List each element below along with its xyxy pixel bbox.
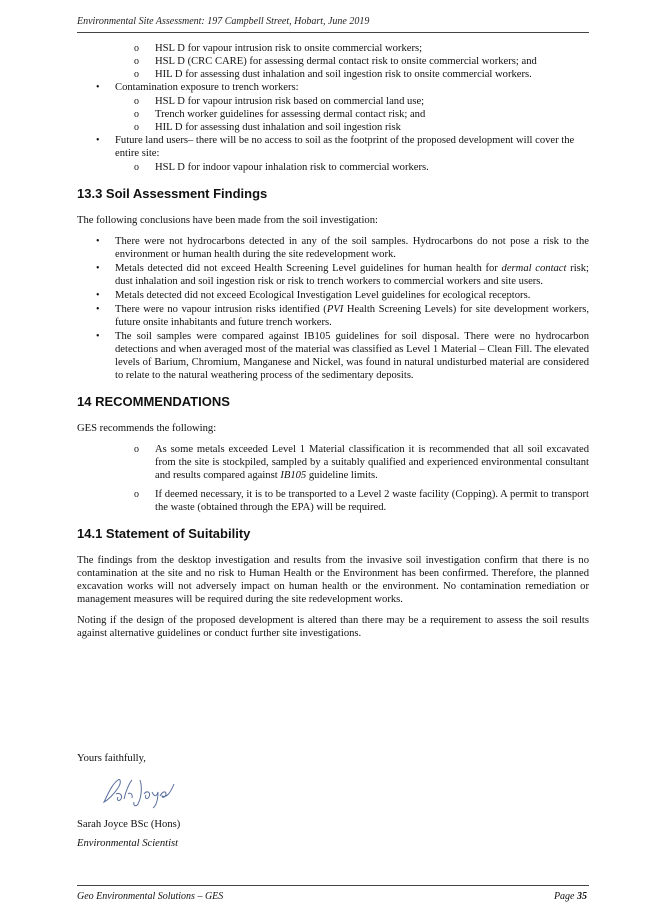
section-lead: The following conclusions have been made from the soil investigation:	[77, 215, 378, 226]
paragraph: The findings from the desktop investigation and results from the invasive soil investigation confirm that there is no contamination at the site and no risk to Human Health or the Environment has been confirmed. Therefore, the planned excavation works will not adversely impact on human health or the environment. No contamination remediation or management measures will be required during the site redevelopment works.	[77, 555, 589, 605]
findings-list	[77, 235, 589, 382]
list-item: o HSL D for vapour intrusion risk based on commercial land use;	[134, 96, 425, 107]
list-item: • Metals detected did not exceed Ecological Investigation Level guidelines for ecological receptors.	[96, 290, 531, 301]
bullet-icon: •	[96, 290, 100, 301]
circle-bullet-icon: o	[134, 122, 139, 133]
circle-bullet-icon: o	[134, 162, 139, 173]
paragraph: Noting if the design of the proposed development is altered than there may be a requirement to assess the soil results against alternative guidelines or conduct further site investigations.	[77, 615, 589, 639]
signatory-role: Environmental Scientist	[77, 838, 179, 849]
intro-sublist-2	[77, 95, 589, 134]
list-item: o If deemed necessary, it is to be transported to a Level 2 waste facility (Copping). A permit to transport the waste (obtained through the EPA) will be required.	[134, 489, 589, 513]
intro-list-3	[77, 134, 589, 160]
intro-list-2	[77, 81, 589, 94]
list-item: o As some metals exceeded Level 1 Material classification it is recommended that all soil excavated from the site is stockpiled, sampled by a suitably qualified and experienced environmental consultant and results compared against IB105 guideline limits.	[134, 444, 589, 481]
intro-sublist-3	[77, 161, 589, 174]
list-item: • Contamination exposure to trench workers:	[96, 82, 299, 93]
closing: Yours faithfully,	[77, 753, 146, 764]
list-item: o HIL D for assessing dust inhalation and soil ingestion risk to onsite commercial workers.	[134, 69, 532, 80]
bullet-icon: •	[96, 304, 100, 315]
signatory	[77, 815, 180, 853]
footer-company: Geo Environmental Solutions – GES	[77, 891, 224, 902]
circle-bullet-icon: o	[134, 43, 139, 54]
section-heading-13-3: 13.3 Soil Assessment Findings	[77, 186, 268, 201]
circle-bullet-icon: o	[134, 96, 139, 107]
section-lead: GES recommends the following:	[77, 423, 217, 434]
page-number: Page 35	[553, 891, 587, 902]
list-item: o Trench worker guidelines for assessing dermal contact risk; and	[134, 109, 426, 120]
list-item: o HSL D for indoor vapour inhalation risk to commercial workers.	[134, 162, 429, 173]
list-item: • There were not hydrocarbons detected in any of the soil samples. Hydrocarbons do not pose a risk to the environment or human health during the site redevelopment work.	[96, 236, 589, 260]
circle-bullet-icon: o	[134, 69, 139, 80]
recommendations-list	[77, 443, 589, 514]
header-rule	[77, 32, 589, 33]
list-item: • There were no vapour intrusion risks identified (PVI Health Screening Levels) for site development workers, future onsite inhabitants and future trench workers.	[96, 304, 589, 328]
list-item: o HSL D for vapour intrusion risk to onsite commercial workers;	[134, 43, 423, 54]
circle-bullet-icon: o	[134, 109, 139, 120]
section-heading-14-1: 14.1 Statement of Suitability	[77, 526, 251, 541]
bullet-icon: •	[96, 82, 100, 93]
list-item: o HSL D (CRC CARE) for assessing dermal contact risk to onsite commercial workers; and	[134, 56, 537, 67]
footer-rule	[77, 885, 589, 886]
bullet-icon: •	[96, 263, 100, 274]
running-header: Environmental Site Assessment: 197 Campbell Street, Hobart, June 2019	[77, 16, 370, 27]
bullet-icon: •	[96, 236, 100, 247]
circle-bullet-icon: o	[134, 489, 139, 500]
list-item: • Metals detected did not exceed Health Screening Level guidelines for human health for dermal contact risk; dust inhalation and soil ingestion risk or risk to trench workers to commercial workers and site users.	[96, 263, 589, 287]
signatory-name: Sarah Joyce BSc (Hons)	[77, 819, 181, 830]
bullet-icon: •	[96, 331, 100, 342]
list-item: • Future land users– there will be no access to soil as the footprint of the proposed development will cover the entire site:	[96, 135, 575, 159]
circle-bullet-icon: o	[134, 56, 139, 67]
intro-sublist-1	[77, 42, 589, 81]
list-item: o HIL D for assessing dust inhalation and soil ingestion risk	[134, 122, 401, 133]
signature-image	[96, 772, 178, 810]
page-body	[77, 42, 589, 640]
signature-text: Sarah Joyce	[96, 772, 101, 773]
circle-bullet-icon: o	[134, 444, 139, 455]
list-item: • The soil samples were compared against IB105 guidelines for soil disposal. There were no hydrocarbon detections and when averaged most of the material was classified as Level 1 Material – Clean Fill. The elevated levels of Barium, Chromium, Manganese and Nickel, was found in natural undisturbed material are considered to relate to the natural weathering process of the sedimentary deposits.	[96, 331, 589, 381]
bullet-icon: •	[96, 135, 100, 146]
section-heading-14: 14 RECOMMENDATIONS	[77, 394, 230, 409]
